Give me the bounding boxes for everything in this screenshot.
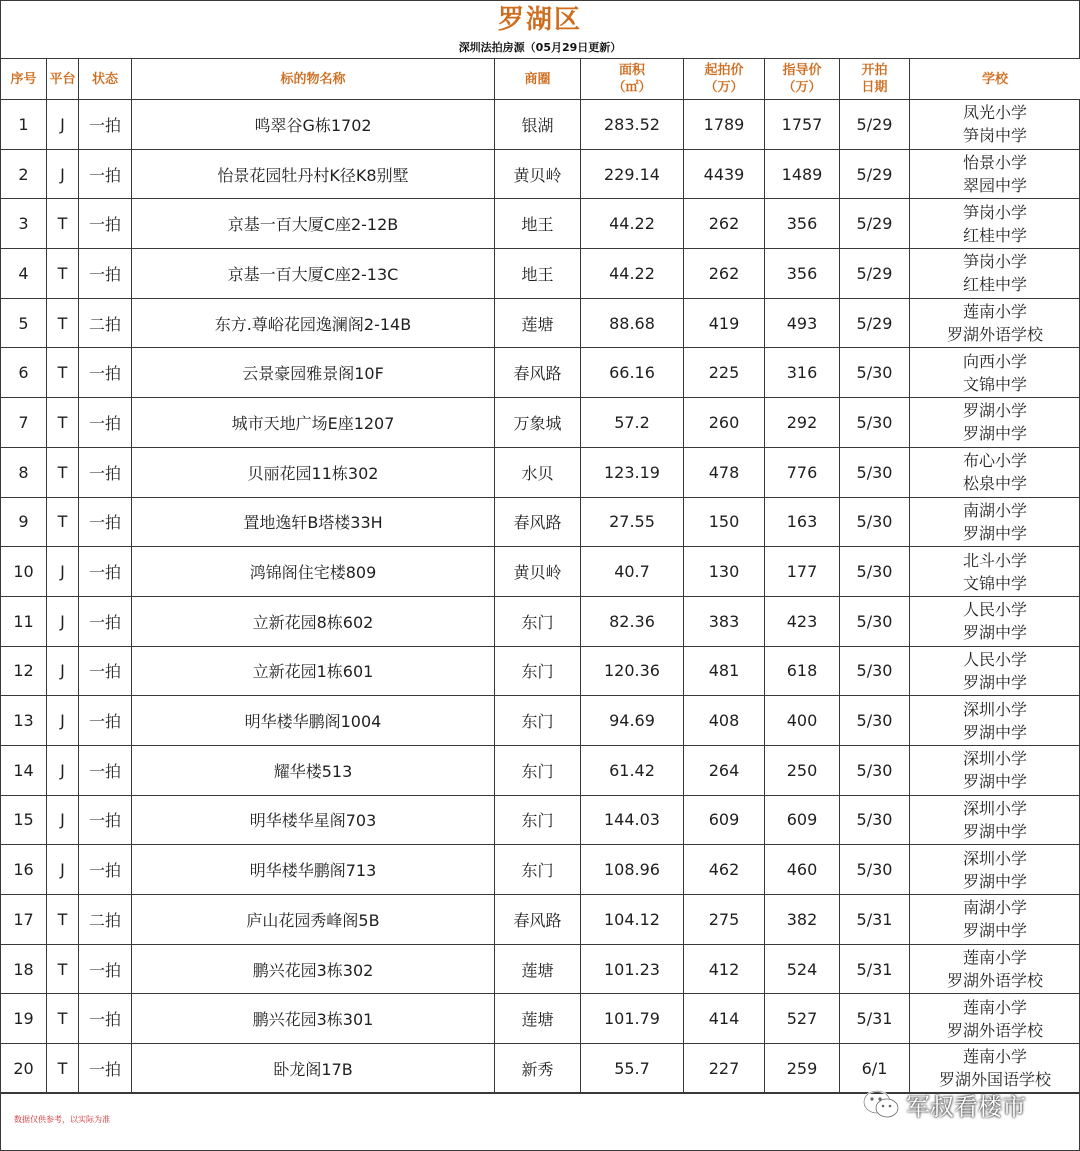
- col-header-start-price: [684, 59, 765, 100]
- cell-platform: J: [47, 547, 79, 597]
- cell-auction-date: 6/1: [840, 1044, 910, 1094]
- cell-index: 4: [1, 249, 47, 299]
- cell-auction-date: 5/30: [840, 447, 910, 497]
- cell-size: 40.7: [581, 547, 684, 597]
- cell-start-price: 414: [684, 994, 765, 1044]
- cell-index: 10: [1, 547, 47, 597]
- cell-business-zone: 莲塘: [495, 298, 581, 348]
- cell-start-price: 408: [684, 696, 765, 746]
- cell-start-price: 262: [684, 249, 765, 299]
- cell-auction-date: 5/29: [840, 199, 910, 249]
- cell-business-zone: 东门: [495, 745, 581, 795]
- cell-size: 283.52: [581, 100, 684, 150]
- cell-start-price: 419: [684, 298, 765, 348]
- col-header-school: 学校: [910, 59, 1080, 100]
- cell-size: 44.22: [581, 199, 684, 249]
- cell-business-zone: 春风路: [495, 895, 581, 945]
- cell-guide-price: 493: [765, 298, 840, 348]
- table-row: [1, 944, 1080, 994]
- cell-business-zone: 新秀: [495, 1044, 581, 1094]
- cell-auction-date: 5/30: [840, 596, 910, 646]
- cell-size: 82.36: [581, 596, 684, 646]
- cell-business-zone: 东门: [495, 845, 581, 895]
- middle-school: 翠园中学: [962, 176, 1027, 196]
- cell-index: 7: [1, 398, 47, 448]
- primary-school: 莲南小学: [962, 302, 1027, 322]
- cell-business-zone: 黄贝岭: [495, 149, 581, 199]
- cell-auction-date: 5/31: [840, 944, 910, 994]
- cell-size: 66.16: [581, 348, 684, 398]
- cell-property-name: 东方.尊峪花园逸澜阁2-14B: [132, 298, 495, 348]
- cell-start-price: 225: [684, 348, 765, 398]
- cell-start-price: 264: [684, 745, 765, 795]
- col-header-guide-unit: （万）: [782, 80, 822, 95]
- cell-status: 二拍: [79, 298, 132, 348]
- cell-business-zone: 东门: [495, 696, 581, 746]
- cell-auction-date: 5/31: [840, 994, 910, 1044]
- table-header-row: [1, 59, 1080, 100]
- middle-school: 罗湖中学: [962, 722, 1027, 742]
- cell-platform: T: [47, 447, 79, 497]
- table-row: [1, 596, 1080, 646]
- cell-guide-price: 250: [765, 745, 840, 795]
- col-header-guide-label: 指导价: [782, 63, 822, 78]
- col-header-status: 状态: [79, 59, 132, 100]
- table-row: [1, 398, 1080, 448]
- cell-size: 94.69: [581, 696, 684, 746]
- cell-index: 6: [1, 348, 47, 398]
- middle-school: 罗湖中学: [962, 821, 1027, 841]
- cell-guide-price: 1757: [765, 100, 840, 150]
- cell-auction-date: 5/30: [840, 497, 910, 547]
- col-header-index: 序号: [1, 59, 47, 100]
- primary-school: 深圳小学: [962, 848, 1027, 868]
- cell-school: [910, 696, 1080, 746]
- cell-start-price: 609: [684, 795, 765, 845]
- cell-business-zone: 春风路: [495, 348, 581, 398]
- cell-auction-date: 5/30: [840, 696, 910, 746]
- cell-status: 一拍: [79, 497, 132, 547]
- cell-platform: T: [47, 199, 79, 249]
- disclaimer-note: 数据仅供参考，以实际为准: [14, 1115, 110, 1124]
- primary-school: 凤光小学: [962, 103, 1027, 123]
- cell-business-zone: 黄贝岭: [495, 547, 581, 597]
- middle-school: 罗湖外国语学校: [938, 1070, 1051, 1090]
- middle-school: 罗湖中学: [962, 424, 1027, 444]
- cell-property-name: 京基一百大厦C座2-12B: [132, 199, 495, 249]
- cell-platform: T: [47, 994, 79, 1044]
- cell-platform: T: [47, 249, 79, 299]
- cell-platform: J: [47, 696, 79, 746]
- col-header-date-label2: 日期: [861, 80, 888, 95]
- table-row: [1, 298, 1080, 348]
- cell-guide-price: 400: [765, 696, 840, 746]
- primary-school: 怡景小学: [962, 153, 1027, 173]
- cell-guide-price: 460: [765, 845, 840, 895]
- cell-size: 101.79: [581, 994, 684, 1044]
- cell-school: [910, 447, 1080, 497]
- cell-index: 2: [1, 149, 47, 199]
- cell-index: 17: [1, 895, 47, 945]
- cell-guide-price: 618: [765, 646, 840, 696]
- cell-status: 二拍: [79, 895, 132, 945]
- table-row: [1, 845, 1080, 895]
- primary-school: 北斗小学: [962, 550, 1027, 570]
- cell-auction-date: 5/29: [840, 249, 910, 299]
- table-row: [1, 994, 1080, 1044]
- middle-school: 罗湖外语学校: [946, 1020, 1043, 1040]
- cell-index: 9: [1, 497, 47, 547]
- primary-school: 深圳小学: [962, 699, 1027, 719]
- cell-index: 16: [1, 845, 47, 895]
- cell-school: [910, 745, 1080, 795]
- table-row: [1, 696, 1080, 746]
- cell-property-name: 卧龙阁17B: [132, 1044, 495, 1094]
- cell-size: 101.23: [581, 944, 684, 994]
- cell-property-name: 城市天地广场E座1207: [132, 398, 495, 448]
- cell-school: [910, 795, 1080, 845]
- cell-size: 61.42: [581, 745, 684, 795]
- cell-property-name: 明华楼华鹏阁713: [132, 845, 495, 895]
- cell-guide-price: 316: [765, 348, 840, 398]
- cell-property-name: 立新花园8栋602: [132, 596, 495, 646]
- cell-business-zone: 地王: [495, 199, 581, 249]
- cell-start-price: 462: [684, 845, 765, 895]
- cell-property-name: 立新花园1栋601: [132, 646, 495, 696]
- cell-property-name: 鸿锦阁住宅楼809: [132, 547, 495, 597]
- cell-start-price: 1789: [684, 100, 765, 150]
- table-row: [1, 199, 1080, 249]
- auction-table: [0, 58, 1080, 1094]
- col-header-platform: 平台: [47, 59, 79, 100]
- cell-status: 一拍: [79, 795, 132, 845]
- cell-auction-date: 5/30: [840, 795, 910, 845]
- col-header-size-label: 面积: [618, 63, 645, 78]
- cell-platform: J: [47, 745, 79, 795]
- cell-property-name: 贝丽花园11栋302: [132, 447, 495, 497]
- cell-platform: J: [47, 100, 79, 150]
- cell-property-name: 明华楼华星阁703: [132, 795, 495, 845]
- primary-school: 莲南小学: [962, 1047, 1027, 1067]
- table-body: [1, 100, 1080, 1094]
- col-header-date-label1: 开拍: [861, 63, 888, 78]
- cell-size: 229.14: [581, 149, 684, 199]
- cell-status: 一拍: [79, 398, 132, 448]
- primary-school: 南湖小学: [962, 500, 1027, 520]
- middle-school: 文锦中学: [962, 374, 1027, 394]
- col-header-guide-price: [765, 59, 840, 100]
- middle-school: 笋岗中学: [962, 126, 1027, 146]
- cell-platform: J: [47, 596, 79, 646]
- cell-platform: T: [47, 895, 79, 945]
- cell-index: 11: [1, 596, 47, 646]
- table-row: [1, 745, 1080, 795]
- cell-status: 一拍: [79, 994, 132, 1044]
- cell-status: 一拍: [79, 646, 132, 696]
- table-row: [1, 447, 1080, 497]
- col-header-zone: 商圈: [495, 59, 581, 100]
- middle-school: 罗湖中学: [962, 523, 1027, 543]
- cell-start-price: 4439: [684, 149, 765, 199]
- primary-school: 莲南小学: [962, 997, 1027, 1017]
- cell-start-price: 130: [684, 547, 765, 597]
- col-header-size-unit: （㎡）: [612, 80, 652, 95]
- cell-auction-date: 5/30: [840, 348, 910, 398]
- cell-status: 一拍: [79, 100, 132, 150]
- cell-property-name: 鸣翠谷G栋1702: [132, 100, 495, 150]
- col-header-name: 标的物名称: [132, 59, 495, 100]
- table-row: [1, 100, 1080, 150]
- page-title: 罗湖区: [497, 5, 582, 35]
- cell-guide-price: 776: [765, 447, 840, 497]
- primary-school: 深圳小学: [962, 798, 1027, 818]
- cell-index: 20: [1, 1044, 47, 1094]
- cell-auction-date: 5/30: [840, 398, 910, 448]
- watermark-text: 军叔看楼市: [906, 1092, 1026, 1121]
- middle-school: 罗湖中学: [962, 672, 1027, 692]
- cell-platform: T: [47, 398, 79, 448]
- cell-index: 3: [1, 199, 47, 249]
- cell-start-price: 275: [684, 895, 765, 945]
- cell-guide-price: 524: [765, 944, 840, 994]
- cell-size: 55.7: [581, 1044, 684, 1094]
- table-row: [1, 646, 1080, 696]
- cell-index: 8: [1, 447, 47, 497]
- primary-school: 笋岗小学: [962, 202, 1027, 222]
- middle-school: 文锦中学: [962, 573, 1027, 593]
- cell-property-name: 怡景花园牡丹村K径K8别墅: [132, 149, 495, 199]
- cell-status: 一拍: [79, 249, 132, 299]
- cell-business-zone: 银湖: [495, 100, 581, 150]
- cell-guide-price: 1489: [765, 149, 840, 199]
- cell-school: [910, 646, 1080, 696]
- cell-business-zone: 万象城: [495, 398, 581, 448]
- cell-auction-date: 5/29: [840, 100, 910, 150]
- cell-guide-price: 382: [765, 895, 840, 945]
- middle-school: 红桂中学: [962, 225, 1027, 245]
- cell-guide-price: 356: [765, 249, 840, 299]
- primary-school: 莲南小学: [962, 948, 1027, 968]
- cell-platform: T: [47, 298, 79, 348]
- cell-auction-date: 5/29: [840, 149, 910, 199]
- cell-platform: T: [47, 944, 79, 994]
- cell-property-name: 耀华楼513: [132, 745, 495, 795]
- cell-school: [910, 547, 1080, 597]
- cell-business-zone: 莲塘: [495, 944, 581, 994]
- watermark: [862, 1084, 1026, 1124]
- cell-index: 13: [1, 696, 47, 746]
- cell-property-name: 明华楼华鹏阁1004: [132, 696, 495, 746]
- cell-size: 27.55: [581, 497, 684, 547]
- cell-start-price: 262: [684, 199, 765, 249]
- cell-platform: T: [47, 1044, 79, 1094]
- table-row: [1, 348, 1080, 398]
- cell-property-name: 鹏兴花园3栋301: [132, 994, 495, 1044]
- primary-school: 笋岗小学: [962, 252, 1027, 272]
- cell-size: 88.68: [581, 298, 684, 348]
- cell-school: [910, 994, 1080, 1044]
- middle-school: 罗湖中学: [962, 623, 1027, 643]
- cell-size: 44.22: [581, 249, 684, 299]
- middle-school: 罗湖中学: [962, 871, 1027, 891]
- cell-platform: T: [47, 497, 79, 547]
- primary-school: 布心小学: [962, 451, 1027, 471]
- cell-property-name: 鹏兴花园3栋302: [132, 944, 495, 994]
- cell-guide-price: 356: [765, 199, 840, 249]
- cell-guide-price: 259: [765, 1044, 840, 1094]
- cell-start-price: 227: [684, 1044, 765, 1094]
- cell-start-price: 150: [684, 497, 765, 547]
- cell-business-zone: 春风路: [495, 497, 581, 547]
- cell-start-price: 478: [684, 447, 765, 497]
- cell-school: [910, 149, 1080, 199]
- table-row: [1, 795, 1080, 845]
- cell-guide-price: 423: [765, 596, 840, 646]
- cell-status: 一拍: [79, 547, 132, 597]
- cell-start-price: 481: [684, 646, 765, 696]
- cell-platform: J: [47, 646, 79, 696]
- cell-index: 14: [1, 745, 47, 795]
- table-row: [1, 547, 1080, 597]
- cell-index: 5: [1, 298, 47, 348]
- col-header-date: [840, 59, 910, 100]
- cell-start-price: 260: [684, 398, 765, 448]
- page-subtitle: 深圳法拍房源（05月29日更新）: [458, 41, 622, 54]
- col-header-start-label: 起拍价: [704, 63, 744, 78]
- cell-school: [910, 596, 1080, 646]
- cell-platform: J: [47, 845, 79, 895]
- cell-status: 一拍: [79, 745, 132, 795]
- table-row: [1, 249, 1080, 299]
- cell-property-name: 京基一百大厦C座2-13C: [132, 249, 495, 299]
- primary-school: 向西小学: [962, 351, 1027, 371]
- cell-auction-date: 5/31: [840, 895, 910, 945]
- cell-status: 一拍: [79, 149, 132, 199]
- table-row: [1, 895, 1080, 945]
- cell-property-name: 庐山花园秀峰阁5B: [132, 895, 495, 945]
- cell-size: 123.19: [581, 447, 684, 497]
- cell-size: 57.2: [581, 398, 684, 448]
- cell-school: [910, 100, 1080, 150]
- primary-school: 罗湖小学: [962, 401, 1027, 421]
- cell-status: 一拍: [79, 845, 132, 895]
- cell-size: 104.12: [581, 895, 684, 945]
- cell-guide-price: 163: [765, 497, 840, 547]
- cell-school: [910, 199, 1080, 249]
- cell-auction-date: 5/30: [840, 547, 910, 597]
- cell-index: 1: [1, 100, 47, 150]
- middle-school: 松泉中学: [962, 474, 1027, 494]
- cell-size: 108.96: [581, 845, 684, 895]
- cell-auction-date: 5/30: [840, 845, 910, 895]
- cell-guide-price: 177: [765, 547, 840, 597]
- cell-platform: J: [47, 149, 79, 199]
- cell-auction-date: 5/30: [840, 646, 910, 696]
- cell-index: 19: [1, 994, 47, 1044]
- cell-status: 一拍: [79, 696, 132, 746]
- cell-status: 一拍: [79, 447, 132, 497]
- cell-school: [910, 944, 1080, 994]
- col-header-start-unit: （万）: [704, 80, 744, 95]
- primary-school: 人民小学: [962, 600, 1027, 620]
- middle-school: 罗湖外语学校: [946, 971, 1043, 991]
- cell-status: 一拍: [79, 348, 132, 398]
- primary-school: 人民小学: [962, 649, 1027, 669]
- cell-size: 120.36: [581, 646, 684, 696]
- cell-business-zone: 莲塘: [495, 994, 581, 1044]
- cell-school: [910, 298, 1080, 348]
- middle-school: 罗湖中学: [962, 772, 1027, 792]
- primary-school: 深圳小学: [962, 749, 1027, 769]
- cell-school: [910, 398, 1080, 448]
- cell-property-name: 云景豪园雅景阁10F: [132, 348, 495, 398]
- table-row: [1, 497, 1080, 547]
- cell-index: 15: [1, 795, 47, 845]
- primary-school: 南湖小学: [962, 898, 1027, 918]
- table-row: [1, 149, 1080, 199]
- middle-school: 红桂中学: [962, 275, 1027, 295]
- cell-property-name: 置地逸轩B塔楼33H: [132, 497, 495, 547]
- cell-guide-price: 609: [765, 795, 840, 845]
- cell-status: 一拍: [79, 199, 132, 249]
- middle-school: 罗湖外语学校: [946, 325, 1043, 345]
- cell-status: 一拍: [79, 596, 132, 646]
- col-header-size: [581, 59, 684, 100]
- cell-guide-price: 292: [765, 398, 840, 448]
- cell-status: 一拍: [79, 944, 132, 994]
- cell-school: [910, 497, 1080, 547]
- cell-size: 144.03: [581, 795, 684, 845]
- cell-business-zone: 水贝: [495, 447, 581, 497]
- cell-business-zone: 东门: [495, 795, 581, 845]
- cell-auction-date: 5/29: [840, 298, 910, 348]
- cell-platform: J: [47, 795, 79, 845]
- cell-guide-price: 527: [765, 994, 840, 1044]
- cell-business-zone: 东门: [495, 596, 581, 646]
- wechat-icon: [862, 1089, 900, 1119]
- cell-start-price: 412: [684, 944, 765, 994]
- cell-status: 一拍: [79, 1044, 132, 1094]
- cell-start-price: 383: [684, 596, 765, 646]
- cell-platform: T: [47, 348, 79, 398]
- cell-auction-date: 5/30: [840, 745, 910, 795]
- cell-business-zone: 地王: [495, 249, 581, 299]
- cell-business-zone: 东门: [495, 646, 581, 696]
- cell-school: [910, 845, 1080, 895]
- cell-school: [910, 895, 1080, 945]
- cell-school: [910, 348, 1080, 398]
- cell-school: [910, 249, 1080, 299]
- middle-school: 罗湖中学: [962, 921, 1027, 941]
- cell-index: 12: [1, 646, 47, 696]
- cell-index: 18: [1, 944, 47, 994]
